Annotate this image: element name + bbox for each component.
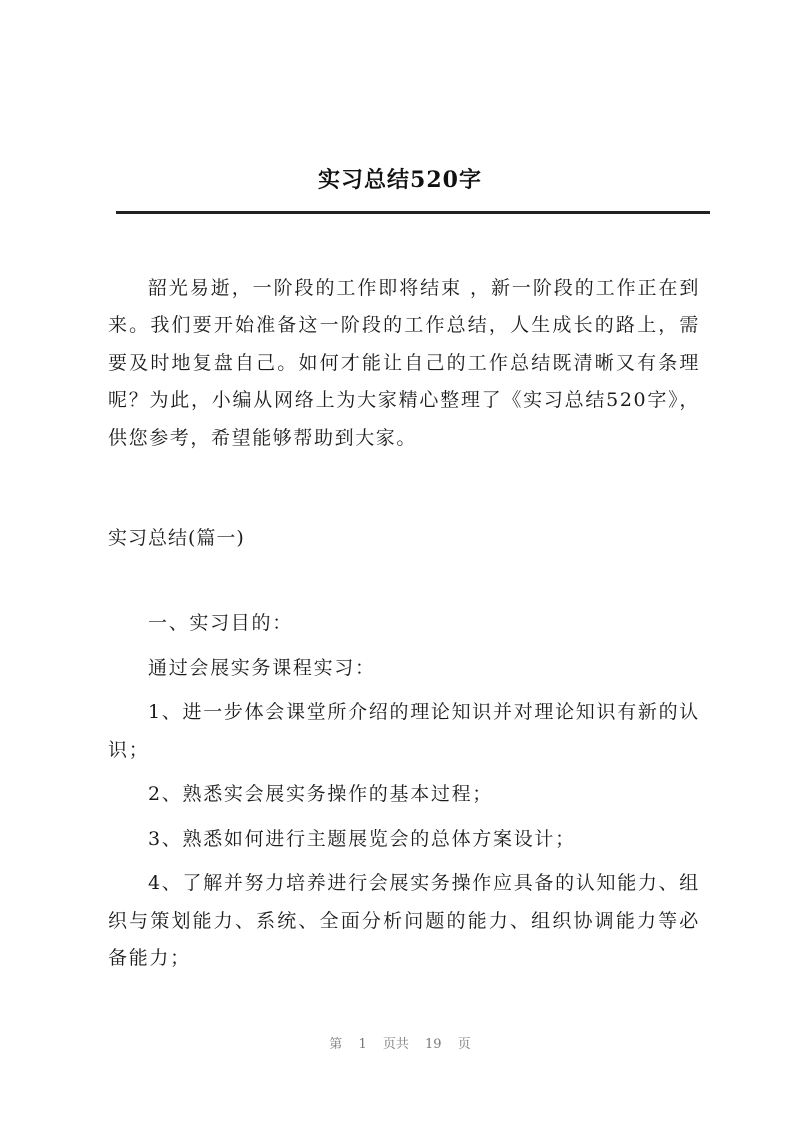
footer-prefix: 第 bbox=[329, 1037, 343, 1052]
page-title: 实习总结520字 bbox=[318, 167, 482, 193]
footer-middle: 页共 bbox=[382, 1037, 409, 1052]
body-line: 3、熟悉如何进行主题展览会的总体方案设计； bbox=[148, 827, 576, 850]
body-line: 通过会展实务课程实习： bbox=[148, 656, 376, 679]
footer-suffix: 页 bbox=[457, 1037, 471, 1052]
body-line: 1、进一步体会课堂所介绍的理论知识并对理论知识有新的认识； bbox=[108, 701, 700, 761]
footer-total-pages: 19 bbox=[425, 1037, 442, 1052]
section-heading: 实习总结(篇一) bbox=[108, 527, 245, 549]
body-line: 4、了解并努力培养进行会展实务操作应具备的认知能力、组织与策划能力、系统、全面分析问题的能力、组织协调能力等必备能力； bbox=[108, 872, 700, 969]
title-divider bbox=[116, 211, 710, 214]
body-line: 一、实习目的： bbox=[148, 612, 293, 634]
section-body bbox=[108, 605, 700, 985]
page-number-footer bbox=[0, 1033, 800, 1052]
footer-current-page: 1 bbox=[358, 1037, 367, 1052]
body-line: 2、熟悉实会展实务操作的基本过程； bbox=[148, 783, 493, 805]
intro-paragraph: 韶光易逝，一阶段的工作即将结束 ，新一阶段的工作正在到来。我们要开始准备这一阶段的工作总结，人生成长的路上，需要及时地复盘自己。如何才能让自己的工作总结既清晰又有条理呢？为此，小编从网络上为大家精心整理了《实习总结520字》，供您参考，希望能够帮助到大家。 bbox=[108, 277, 700, 449]
